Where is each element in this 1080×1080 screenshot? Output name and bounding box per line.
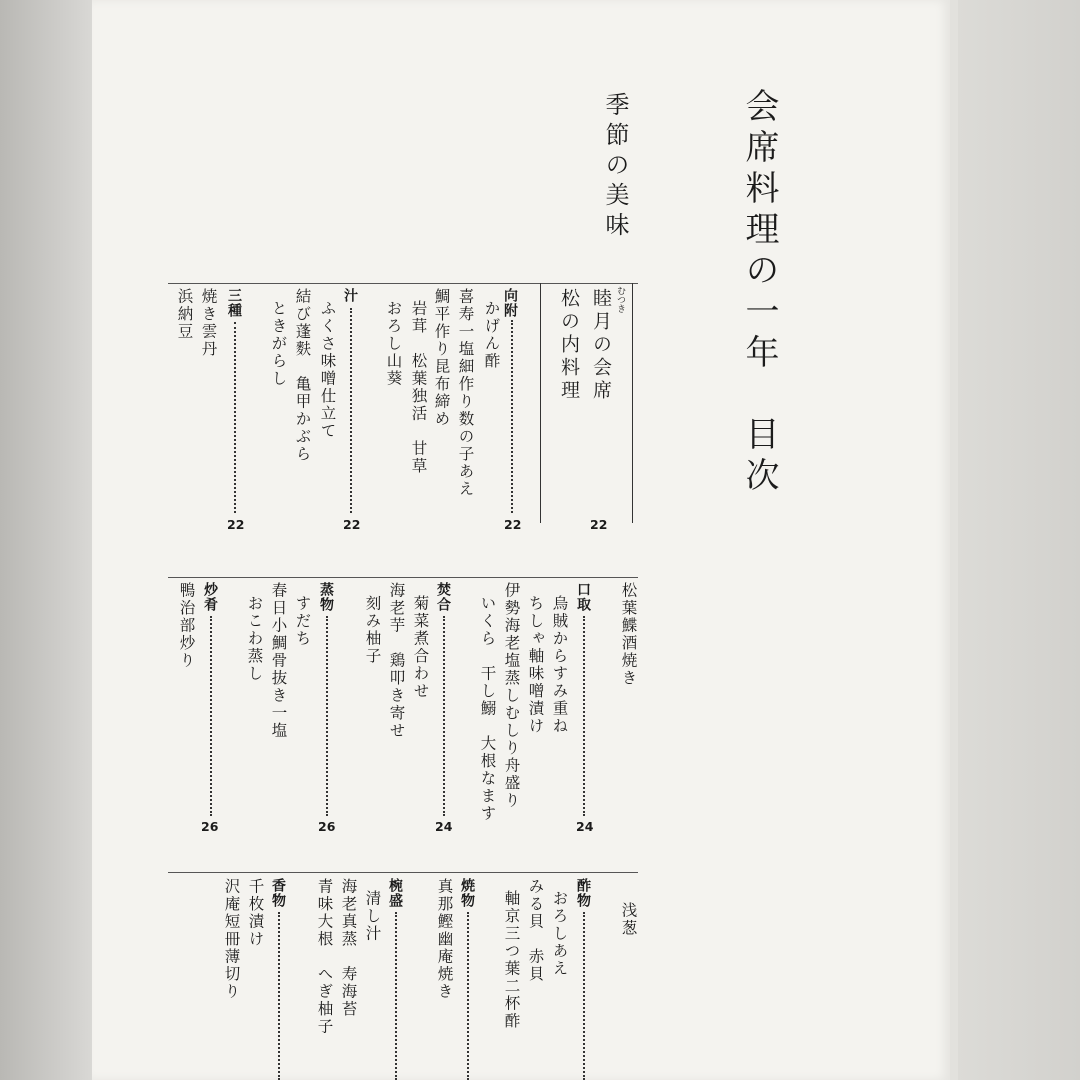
page-number: 22 <box>504 517 522 532</box>
dot-leader <box>511 320 513 513</box>
main-entry-mutsuki: 睦月の会席 <box>590 288 612 403</box>
menu-item: ときがらし <box>269 300 288 388</box>
dot-leader <box>326 616 328 816</box>
group-heading-wanmori: 椀盛 <box>387 878 403 908</box>
menu-item: 刻み柚子 <box>363 595 382 665</box>
menu-item: 浜納豆 <box>175 288 194 341</box>
book-page <box>92 0 950 1080</box>
menu-item: 結び蓬麩 亀甲かぶら <box>293 288 312 463</box>
menu-item: すだち <box>293 595 312 648</box>
menu-item: 真那鰹幽庵焼き <box>435 878 454 1001</box>
group-heading-kuchitori: 口取 <box>575 582 591 612</box>
background-right <box>958 0 1080 1080</box>
menu-item: 海老真蒸 寿海苔 <box>339 878 358 1018</box>
row2-top-rule <box>168 577 638 578</box>
background-left <box>0 0 92 1080</box>
menu-item: 沢庵短冊薄切り <box>222 878 241 1001</box>
menu-item: 岩茸 松葉独活 甘草 <box>409 300 428 475</box>
menu-item: ふくさ味噌仕立て <box>318 300 337 440</box>
main-entry-matsunouchi: 松の内料理 <box>558 288 580 403</box>
menu-item: 軸京三つ葉二杯酢 <box>502 890 521 1030</box>
main-section-rule <box>632 283 633 523</box>
menu-item: 清し汁 <box>363 890 382 943</box>
dot-leader <box>467 912 469 1080</box>
page-number: 22 <box>343 517 361 532</box>
menu-item: 菊菜煮合わせ <box>411 595 430 700</box>
page-number: 26 <box>201 819 219 834</box>
group-heading-sunomono: 酢物 <box>575 878 591 908</box>
menu-item: 松葉鰈酒焼き <box>619 582 638 687</box>
menu-item: 喜寿一塩細作り数の子あえ <box>456 288 475 498</box>
group-heading-mukozuke: 向附 <box>502 288 518 318</box>
group-heading-sanshu: 三種 <box>226 288 242 318</box>
page-number: 22 <box>590 517 608 532</box>
group-heading-shiru: 汁 <box>342 288 358 303</box>
row1-top-rule <box>168 283 638 284</box>
menu-item: 焼き雲丹 <box>199 288 218 358</box>
dot-leader <box>278 912 280 1080</box>
dot-leader <box>443 616 445 816</box>
menu-item: かげん酢 <box>482 300 501 370</box>
menu-item: 鯛平作り昆布締め <box>432 288 451 428</box>
dot-leader <box>234 322 236 513</box>
dot-leader <box>210 616 212 816</box>
page-number: 24 <box>435 819 453 834</box>
menu-item: 鴨治部炒り <box>177 582 196 670</box>
menu-item: 千枚漬け <box>246 878 265 948</box>
menu-item: おこわ蒸し <box>245 595 264 683</box>
menu-item: 烏賊からすみ重ね <box>550 595 569 735</box>
page-number: 24 <box>576 819 594 834</box>
dot-leader <box>583 912 585 1080</box>
menu-item: ちしゃ軸味噌漬け <box>526 595 545 735</box>
main-entry-ruby: むつき <box>615 286 625 313</box>
menu-item: いくら 干し鰯 大根なます <box>478 595 497 823</box>
menu-item: おろしあえ <box>550 890 569 978</box>
menu-item: 青味大根 へぎ柚子 <box>315 878 334 1036</box>
group-heading-yakimono: 焼物 <box>459 878 475 908</box>
dot-leader <box>583 616 585 816</box>
row3-top-rule <box>168 872 638 873</box>
page-edge <box>950 0 958 1080</box>
series-title: 季節の美味 <box>601 92 629 242</box>
menu-item: 伊勢海老塩蒸しむしり舟盛り <box>502 582 521 810</box>
menu-item: 浅葱 <box>619 902 638 937</box>
book-title: 会席料理の一年 目次 <box>739 88 779 498</box>
group-heading-mushimono: 蒸物 <box>318 582 334 612</box>
group-heading-kounomono: 香物 <box>270 878 286 908</box>
group-heading-iizakana: 炒肴 <box>202 582 218 612</box>
page-number: 22 <box>227 517 245 532</box>
dot-leader <box>350 308 352 513</box>
dot-leader <box>395 912 397 1080</box>
menu-item: 春日小鯛骨抜き一塩 <box>269 582 288 740</box>
menu-item: 海老芋 鶏叩き寄せ <box>387 582 406 740</box>
menu-item: おろし山葵 <box>384 300 403 388</box>
group-heading-takiawase: 焚合 <box>435 582 451 612</box>
sub-section-rule <box>540 283 541 523</box>
menu-item: みる貝 赤貝 <box>526 878 545 983</box>
page-number: 26 <box>318 819 336 834</box>
